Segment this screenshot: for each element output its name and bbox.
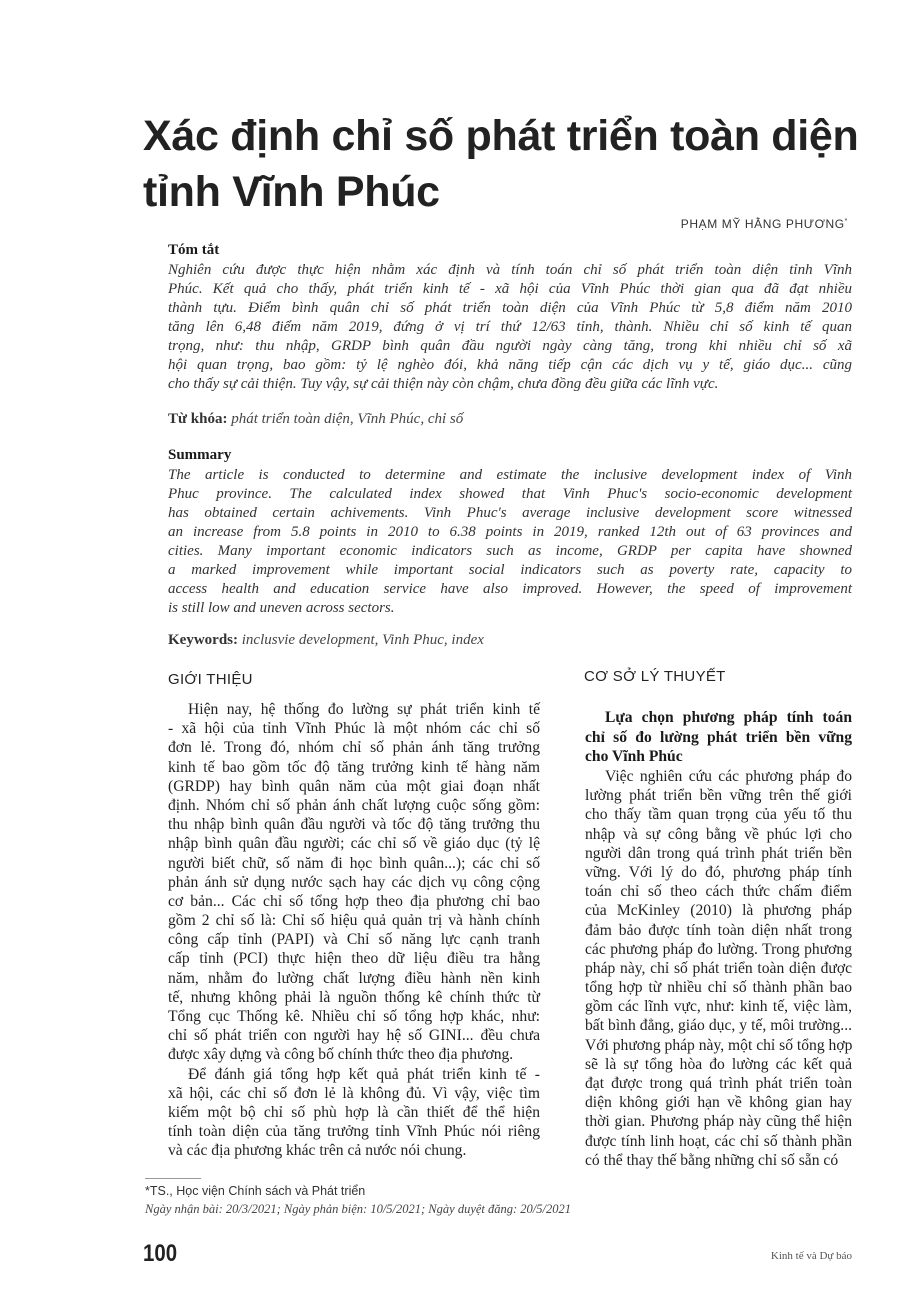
text-line: thành tựu. Điểm bình quân chỉ số phát triển toàn diện của Vĩnh Phúc từ 5,8 điểm năm 2010	[168, 300, 852, 316]
text-line: thời gian. Phương pháp này cũng thể hiện	[585, 1113, 852, 1131]
text-line: năm, nhằm đo lường chất lượng điều hành nền kinh	[168, 969, 540, 987]
text-line: gồm các lĩnh vực, như: kinh tế, việc làm,	[585, 998, 852, 1016]
keywords-label: Từ khóa:	[168, 411, 228, 427]
text-line: Tổng cục Thống kê. Nhiều chỉ số tổng hợp khác, như:	[168, 1008, 540, 1025]
text-line: a marked improvement while important social indicators such as poverty rate, capacity to	[168, 562, 852, 578]
keywords-label: Keywords:	[168, 632, 238, 648]
text-line: người dân trong quá trình phát triển bền	[585, 844, 852, 862]
abstract-vi-heading: Tóm tắt	[168, 242, 220, 258]
text-line: gồm 2 chỉ số là: Chỉ số hiệu quả quản trị và hành chính	[168, 912, 540, 930]
text-line: toán chỉ số theo cách thức chấm điểm	[585, 883, 852, 901]
text-line: xã hội, các chỉ số đơn lẻ là không đủ. Vì vậy, việc tìm	[168, 1084, 540, 1102]
abstract-vi	[168, 261, 852, 394]
text-line: kiếm một bộ chỉ số phù hợp là cần thiết để thể hiện	[168, 1103, 540, 1121]
text-line: hội quan trọng, bao gồm: tỷ lệ nghèo đói, khả năng tiếp cận các dịch vụ y tế, giáo dục... cũng	[168, 357, 852, 373]
text-line: access health and education service have also improved. However, the speed of improvement	[168, 581, 852, 597]
text-line: và các địa phương khác trên cả nước nói chung.	[168, 1142, 467, 1160]
text-line: is still low and uneven across sectors.	[168, 600, 395, 616]
text-line: thu nhập bình quân đầu người và tốc độ tăng trưởng thu	[168, 816, 540, 834]
page-number: 100	[143, 1240, 178, 1267]
text-line: - xã hội của tỉnh Vĩnh Phúc là một nhóm các chỉ số	[168, 720, 540, 738]
text-line: vững. Với lý do đó, phương pháp tính	[585, 863, 852, 881]
text-line: tính toàn diện của tăng trưởng tỉnh Vĩnh Phúc nói riêng	[168, 1123, 540, 1141]
footnote-divider	[145, 1178, 201, 1179]
text-line: tăng lên 6,48 điểm năm 2019, đứng ở vị trí thứ 12/63 tỉnh, thành. Nhiều chỉ số kinh tế quan	[168, 319, 852, 335]
article-title	[143, 108, 859, 220]
author-text: PHẠM MỸ HẰNG PHƯƠNG	[680, 217, 845, 231]
text-line: tế, nhưng không phải là nguồn thống kê chính thức từ	[168, 988, 540, 1006]
keywords-en	[168, 632, 484, 649]
keywords-value: phát triển toàn diện, Vĩnh Phúc, chỉ số	[231, 411, 464, 427]
text-line: cấp tỉnh (PCI) thực hiện theo dữ liệu điều tra hằng	[168, 950, 540, 968]
text-line: đảm bảo được tính toàn diện nhất trong	[585, 921, 852, 939]
intro-body	[168, 700, 540, 1161]
summary-en	[168, 466, 852, 618]
text-line: The article is conducted to determine and estimate the inclusive development index of Vinh	[168, 467, 852, 483]
text-line: có thể thay thế bằng những chỉ số sẵn có	[585, 1151, 839, 1169]
text-line: lường phát triển bền vững trên thế giới	[585, 787, 852, 805]
text-line: được tính linh hoạt, các chỉ số thành phần	[585, 1132, 852, 1150]
author-name	[600, 217, 848, 231]
theory-body	[585, 767, 852, 1170]
text-line: Với phương pháp này, một chỉ số tổng hợp	[585, 1036, 853, 1054]
text-line: an increase from 5.8 points in 2010 to 6.38 points in 2019, ranked 12th out of 63 provinces and	[168, 524, 852, 540]
text-line: đạt được trong quá trình phát triển toàn	[585, 1075, 852, 1092]
section-heading-intro: GIỚI THIỆU	[168, 671, 253, 688]
author-footnote-mark: *	[844, 218, 848, 225]
text-line: phản ánh sử dụng nước sạch hay các dịch vụ công cộng	[168, 873, 540, 891]
text-line: tổng hợp từ nhiều chỉ số thành phần bao	[585, 979, 852, 997]
text-line: công cấp tỉnh (PAPI) và Chỉ số năng lực cạnh tranh	[168, 931, 540, 949]
text-line: Phúc. Kết quả cho thấy, phát triển kinh tế - xã hội của Vĩnh Phúc thời gian qua đã đạt nhiều	[168, 281, 852, 297]
text-line: nhập và sự công bằng về phúc lợi cho	[585, 825, 852, 843]
text-line: định. Nhóm chỉ số phản ánh chất lượng cuộc sống gồm:	[168, 796, 540, 814]
text-line: cơ bản... Các chỉ số tổng hợp theo địa phương chỉ bao	[168, 892, 540, 910]
text-line: chỉ số đo lường phát triển bền vững	[585, 728, 852, 746]
text-line: được xây dựng và công bố chính thức theo địa phương.	[168, 1046, 514, 1064]
text-line: kinh tế bao gồm tốc độ tăng trưởng kinh tế hàng năm	[168, 758, 540, 776]
text-line: Phuc province. The calculated index showed that Vinh Phuc's socio-economic development	[168, 486, 852, 502]
text-line: nhập bình quân đầu người; các chỉ số về giáo dục (tỷ lệ	[168, 835, 540, 853]
title-line: tỉnh Vĩnh Phúc	[143, 168, 440, 216]
text-line: Hiện nay, hệ thống đo lường sự phát triển kinh tế	[188, 701, 540, 718]
subsection-heading	[585, 708, 852, 767]
journal-name: Kinh tế và Dự báo	[770, 1250, 852, 1262]
text-line: Lựa chọn phương pháp tính toán	[605, 709, 852, 726]
section-heading-theory: CƠ SỞ LÝ THUYẾT	[584, 668, 726, 685]
keywords-value: inclusvie development, Vinh Phuc, index	[241, 632, 484, 648]
text-line: chỉ số phát triển con người hay hệ số GINI... đều chưa	[168, 1027, 540, 1045]
title-line: Xác định chỉ số phát triển toàn diện	[143, 112, 859, 160]
text-line: bất bình đẳng, giáo dục, y tế, môi trường...	[585, 1017, 852, 1035]
text-line: của McKinley (2010) là phương pháp	[585, 902, 852, 920]
text-line: người biết chữ, số năm đi học bình quân...); các chỉ số	[168, 854, 540, 872]
text-line: diện không giới hạn về không gian hay	[585, 1094, 852, 1112]
text-line: cho Vĩnh Phúc	[585, 748, 683, 765]
text-line: Nghiên cứu được thực hiện nhằm xác định và tính toán chỉ số phát triển toàn diện tỉnh Vĩnh	[168, 262, 852, 278]
footnote-dates: Ngày nhận bài: 20/3/2021; Ngày phản biện: 10/5/2021; Ngày duyệt đăng: 20/5/2021	[145, 1202, 571, 1216]
footnote-affiliation: *TS., Học viện Chính sách và Phát triển	[145, 1184, 366, 1198]
text-line: các phương pháp đo lường. Trong phương	[585, 940, 852, 958]
text-line: Việc nghiên cứu các phương pháp đo	[605, 768, 852, 785]
text-line: sẽ là sự tổng hòa đo lường các kết quả	[585, 1055, 852, 1073]
text-line: cho thấy sự cải thiện. Tuy vậy, sự cải thiện này còn chậm, chưa đồng đều giữa các lĩnh vực.	[168, 376, 719, 392]
text-line: has obtained certain achivements. Vinh Phuc's average inclusive development score witnessed	[168, 505, 852, 521]
keywords-vi	[168, 411, 463, 428]
text-line: cities. Many important economic indicators such as income, GRDP per capita have showned	[168, 543, 852, 559]
summary-heading: Summary	[168, 447, 232, 463]
text-line: pháp này, chỉ số phát triển toàn diện được	[585, 959, 852, 977]
text-line: đơn lẻ. Trong đó, nhóm chỉ số phản ánh tăng trưởng	[168, 739, 540, 757]
text-line: Để đánh giá tổng hợp kết quả phát triển kinh tế -	[188, 1065, 540, 1083]
text-line: cho thấy tầm quan trọng của yếu tố thu	[585, 806, 852, 824]
text-line: trọng, như: thu nhập, GRDP bình quân đầu người ngày càng tăng, trong khi nhiều chỉ số xã	[168, 338, 852, 354]
text-line: (GRDP) hay bình quân năm của một giai đoạn nhất	[168, 777, 540, 795]
